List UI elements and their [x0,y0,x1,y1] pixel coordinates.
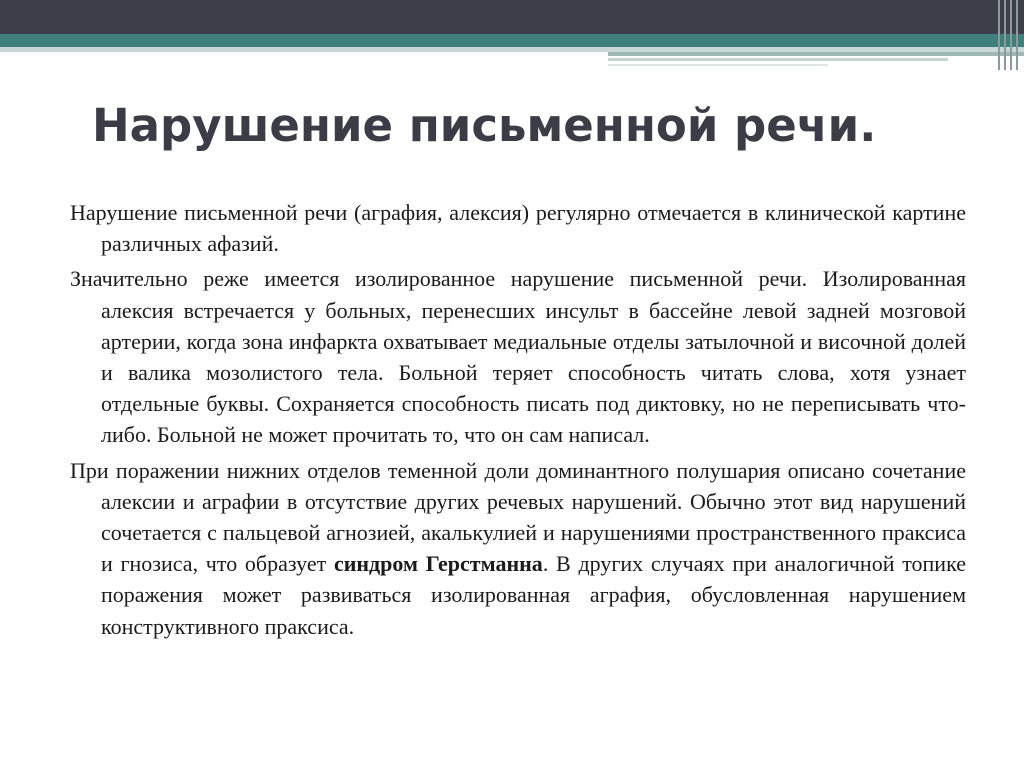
header-accent-strip [608,52,1024,56]
paragraph-agraphia-alexia: Нарушение письменной речи (аграфия, алексия) регулярно отмечается в клинической картине различных афазий. [70,200,966,257]
paragraph-text: . В других случаях при аналогичной топике поражения может развиваться изолированная аграфия, обусловленная нарушением конструктивного праксиса. [101,551,966,639]
paragraph-text: При поражении нижних отделов теменной доли доминантного полушария описано сочетание алексии и аграфии в отсутствие других речевых нарушений. Обычно этот вид нарушений сочетается с пальцевой агнозией, акалькулией и нарушениями пространственного праксиса и гнозиса, что образует [70,457,966,577]
paragraph-isolated-alexia: Значительно реже имеется изолированное нарушение письменной речи. Изолированная алексия встречается у больных, перенесших инсульт в бассейне левой задней мозговой артерии, когда зона инфаркта охватывает медиальные отделы затылочной и височной долей и валика мозолистого тела. Больной теряет способность читать слова, хотя узнает отдельные буквы. Сохраняется способность писать под диктовку, но не переписывать что-либо. Больной не может прочитать то, что он сам написал. [70,266,966,448]
paragraph-gerstmann [70,455,966,642]
corner-stripes-decoration [996,0,1024,70]
slide-body [70,197,966,642]
header-band-dark [0,0,1024,34]
header-accent-strip [608,58,948,61]
gerstmann-syndrome-term: синдром Герстманна [333,551,543,577]
header-accent-strip [608,64,828,66]
slide-title: Нарушение письменной речи. [92,99,877,152]
header-band-teal [0,34,1024,47]
